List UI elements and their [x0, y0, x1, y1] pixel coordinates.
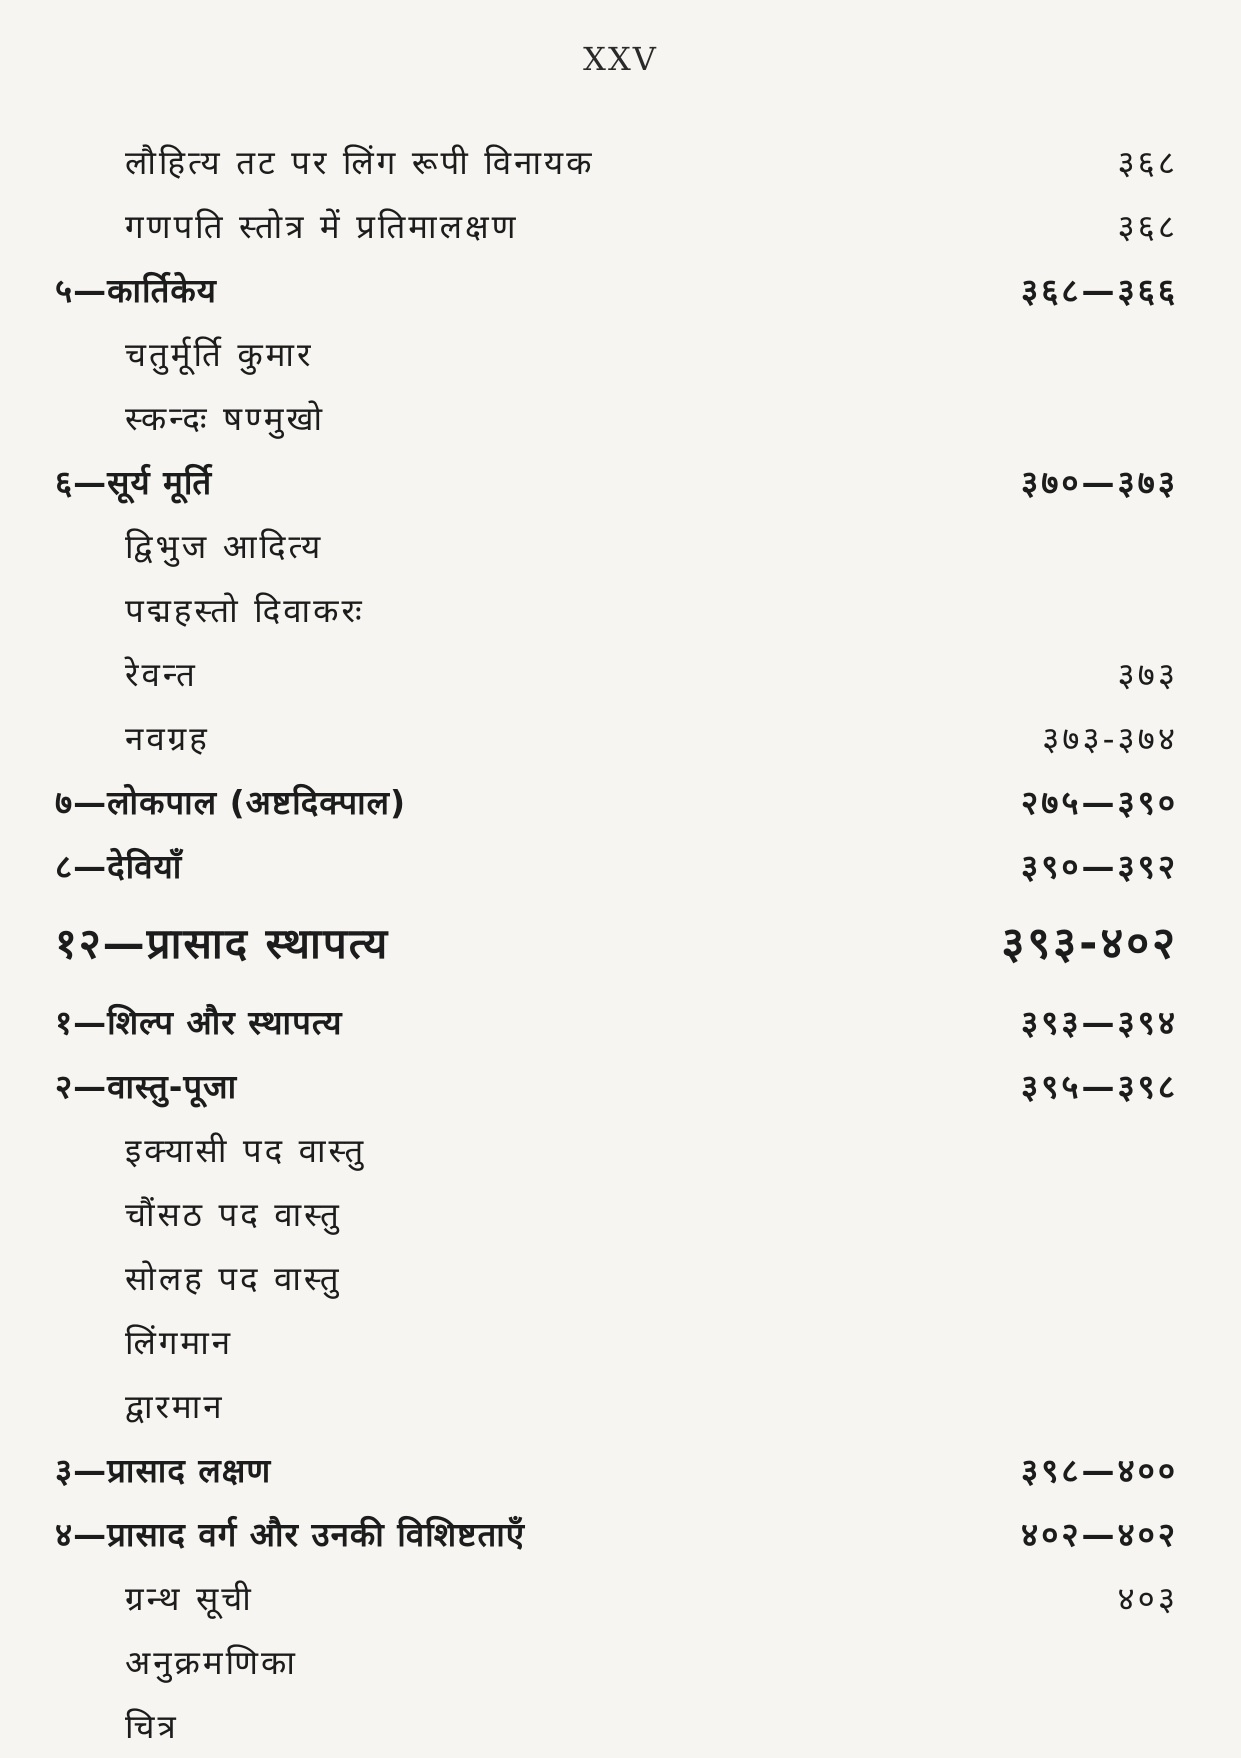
toc-entry	[55, 1694, 1180, 1758]
toc-section-pages: ३९०—३९२	[1021, 846, 1178, 886]
toc-entry-title: इक्यासी पद वास्तु	[125, 1130, 367, 1170]
toc-entry-title: चतुर्मूर्ति कुमार	[125, 334, 314, 374]
page-folio: XXV	[583, 40, 658, 78]
toc-entry-title: लिंगमान	[125, 1322, 234, 1362]
toc-section-title: ६—सूर्य मूर्ति	[55, 462, 213, 502]
toc-section-title: ७—लोकपाल (अष्टदिक्पाल)	[55, 782, 407, 822]
toc-section	[55, 258, 1180, 322]
toc-section-pages: ३९३—३९४	[1021, 1002, 1178, 1042]
toc-entry-title: द्वारमान	[125, 1386, 225, 1426]
toc-section-pages: ४०२—४०२	[1021, 1514, 1178, 1554]
toc-entry-title: अनुक्रमणिका	[125, 1642, 298, 1682]
toc-entry	[55, 1630, 1180, 1694]
toc-section-title: ४—प्रासाद वर्ग और उनकी विशिष्टताएँ	[55, 1514, 526, 1554]
toc-entry	[55, 1246, 1180, 1310]
toc-section	[55, 1054, 1180, 1118]
toc-section	[55, 990, 1180, 1054]
toc-entry	[55, 1374, 1180, 1438]
toc-entry	[55, 642, 1180, 706]
table-of-contents	[55, 130, 1180, 1758]
toc-section-title: १—शिल्प और स्थापत्य	[55, 1002, 343, 1042]
toc-entry-pages: ३७३-३७४	[1042, 718, 1178, 758]
toc-entry	[55, 1182, 1180, 1246]
toc-entry-title: सोलह पद वास्तु	[125, 1258, 342, 1298]
toc-chapter-title: १२—प्रासाद स्थापत्य	[55, 919, 390, 968]
toc-section-pages: ३९८—४००	[1021, 1450, 1178, 1490]
toc-entry	[55, 1310, 1180, 1374]
toc-section	[55, 450, 1180, 514]
toc-entry	[55, 1118, 1180, 1182]
toc-entry-title: चौंसठ पद वास्तु	[125, 1194, 342, 1234]
toc-section-pages: ३७०—३७३	[1021, 462, 1178, 502]
toc-entry	[55, 1566, 1180, 1630]
toc-chapter	[55, 898, 1180, 990]
toc-entry	[55, 386, 1180, 450]
toc-entry	[55, 514, 1180, 578]
toc-section	[55, 1438, 1180, 1502]
toc-section	[55, 1502, 1180, 1566]
toc-section-pages: २७५—३९०	[1021, 782, 1178, 822]
toc-entry-pages: ३६८	[1117, 206, 1178, 246]
toc-chapter-pages: ३९३-४०२	[1001, 918, 1178, 969]
toc-entry	[55, 194, 1180, 258]
toc-entry-title: गणपति स्तोत्र में प्रतिमालक्षण	[125, 206, 519, 246]
toc-section	[55, 770, 1180, 834]
toc-section-title: २—वास्तु-पूजा	[55, 1066, 238, 1106]
toc-entry-title: पद्महस्तो दिवाकरः	[125, 590, 365, 630]
toc-section	[55, 834, 1180, 898]
toc-entry-title: द्विभुज आदित्य	[125, 526, 324, 566]
toc-section-pages: ३९५—३९८	[1021, 1066, 1178, 1106]
toc-section-title: ३—प्रासाद लक्षण	[55, 1450, 272, 1490]
toc-entry-title: स्कन्दः षण्मुखो	[125, 398, 326, 438]
toc-entry	[55, 706, 1180, 770]
toc-entry-title: ग्रन्थ सूची	[125, 1578, 254, 1618]
toc-entry-title: रेवन्त	[125, 654, 198, 694]
toc-section-pages: ३६८—३६६	[1021, 270, 1178, 310]
toc-section-title: ८—देवियाँ	[55, 846, 183, 886]
toc-entry-pages: ३६८	[1117, 142, 1178, 182]
toc-entry	[55, 322, 1180, 386]
toc-entry-title: नवग्रह	[125, 718, 210, 758]
toc-entry	[55, 130, 1180, 194]
toc-entry-pages: ३७३	[1117, 654, 1178, 694]
toc-entry-pages: ४०३	[1117, 1578, 1178, 1618]
toc-section-title: ५—कार्तिकेय	[55, 270, 217, 310]
toc-entry-title: लौहित्य तट पर लिंग रूपी विनायक	[125, 142, 595, 182]
toc-entry-title: चित्र	[125, 1706, 179, 1746]
toc-entry	[55, 578, 1180, 642]
